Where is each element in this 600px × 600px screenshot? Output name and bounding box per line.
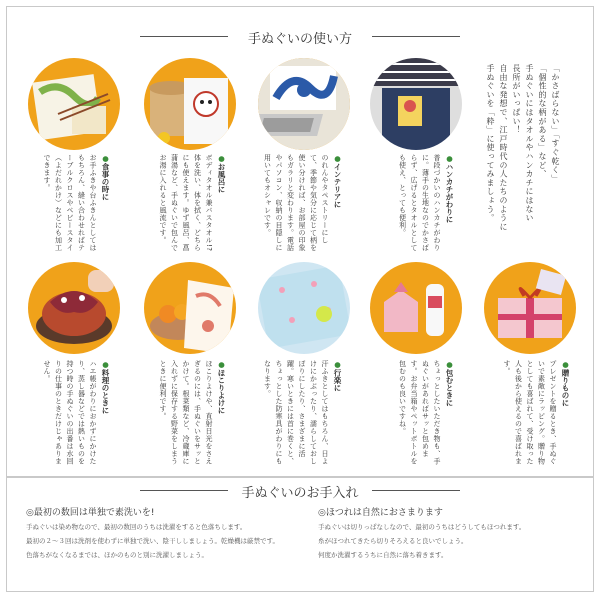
outing-photo <box>258 262 350 354</box>
intro-line: 長所がいっぱい！ <box>512 64 521 135</box>
care-line: 糸がほつれてきたら切りそろえると良いでしょう。 <box>318 537 468 545</box>
use-heading-handkerchief: ●ハンカチがわりに <box>445 154 454 223</box>
intro-line: 自由な発想で、江戸時代の人たちのように <box>499 64 508 232</box>
use-heading-cooking: ●料理のときに <box>101 360 110 414</box>
use-body-dust: ほこりよけや、直射日光をさえぎるのには、手ぬぐいをサッとかけて。根菜類など、冷蔵庫に入れずに保存する野菜をしまうときに便利です。 <box>159 360 213 465</box>
intro-line: 手ぬぐいにはタオルやハンカチにはない <box>525 64 534 223</box>
double-circle-icon: ◎ <box>26 508 34 518</box>
use-body-cooking: ハエ帳がわりにおかずにかけたり、蒸し器などでは熱いものを持つ時の手ぬぐいの出番は水回りの仕事のときだけじゃありません。 <box>43 360 97 465</box>
cooking-photo <box>28 262 120 354</box>
use-heading-bath: ●お風呂に <box>217 154 226 193</box>
use-heading-meal: ●食事の時に <box>101 154 110 201</box>
leaf-icon: ● <box>445 154 454 163</box>
intro-line: 「かさばらない」「すぐ乾く」 <box>551 64 560 184</box>
care-line: 何度か洗濯するうちに自然に落ち着きます。 <box>318 551 448 559</box>
use-body-handkerchief: 普段づかいのハンカチがわりに。薄手の生地なのでかさばらず、広げるとタオルとしても使え、とっても便利。 <box>398 154 441 252</box>
care-line: 手ぬぐいは切りっぱなしなので、最初のうちはどうしてもほつれます。 <box>318 523 526 531</box>
use-body-bath: ボディタオル兼バスタオル!?体を洗い、体を拭く、どちらにも使えます。ゆず風呂、菖蒲湯など、手ぬぐいで包んでお湯に入れると風流です。 <box>159 154 213 252</box>
meal-photo <box>28 58 120 150</box>
care-line: 手ぬぐいは染め物なので、最初の数回のうちは洗濯をすると色落ちします。 <box>26 523 247 531</box>
title-rule-right <box>372 490 460 491</box>
title-rule-right <box>372 36 460 37</box>
gift-photo <box>484 262 576 354</box>
use-heading-wrapping: ●包むときに <box>445 360 454 407</box>
intro-line: 手ぬぐいを「粋」に使ってみましょう。 <box>486 64 495 223</box>
intro-text <box>484 64 562 264</box>
care-line: 色落ちがなくなるまでは、ほかのものと別に洗濯しましょう。 <box>26 551 208 559</box>
title-rule-left <box>140 36 228 37</box>
handkerchief-photo <box>370 58 462 150</box>
leaf-icon: ● <box>445 360 454 369</box>
bath-photo <box>144 58 236 150</box>
usage-title <box>0 28 600 47</box>
care-title-text: 手ぬぐいのお手入れ <box>241 486 359 501</box>
use-heading-gift: ●贈りものに <box>561 360 570 407</box>
use-heading-dust: ●ほこりよけに <box>217 360 226 414</box>
use-body-outing: 汗ふきとしてはもちろん、日よけにかぶったり、濡らしておしぼりにしたり、さまざまに活躍。寒いときには首に巻くと、ちょっとした防寒具がわりにもなります。 <box>263 360 329 465</box>
leaf-icon: ● <box>217 360 226 369</box>
use-heading-outing: ●行楽に <box>333 360 342 392</box>
leaf-icon: ● <box>561 360 570 369</box>
use-heading-interior: ●インテリアに <box>333 154 342 208</box>
use-body-meal: お手ふきや台ふきんとしてはもちろん、縫い合わせればテーブルクロスやベビースタイ（よだれかけ）などにも加工できます。 <box>43 154 97 252</box>
care-line: 最初の２～３回は洗剤を使わずに単独で洗い、陰干ししましょう。乾燥機は厳禁です。 <box>26 537 279 545</box>
leaf-icon: ● <box>101 360 110 369</box>
wrapping-photo <box>370 262 462 354</box>
leaf-icon: ● <box>333 154 342 163</box>
double-circle-icon: ◎ <box>318 508 326 518</box>
title-rule-left <box>140 490 228 491</box>
leaf-icon: ● <box>333 360 342 369</box>
interior-photo <box>258 58 350 150</box>
care-title <box>0 482 600 501</box>
care-left-text <box>26 520 296 562</box>
use-body-gift: プレゼントを贈るとき、手ぬぐいで素敵にラッピング。贈り物としても喜ばれて、受け取った人も後から使えるので喜ばれます。 <box>503 360 557 465</box>
care-right-text <box>318 520 580 562</box>
use-body-wrapping: ちょっとしたいただき物も、手ぬぐいがあればサッと包めます。お弁当箱やペットボトルを包むのも良いですね。 <box>398 360 441 465</box>
intro-line: 「個性的な柄がある」など、 <box>538 64 547 179</box>
leaf-icon: ● <box>217 154 226 163</box>
usage-title-text: 手ぬぐいの使い方 <box>247 32 352 47</box>
use-body-interior: のれんやタペストリーにして、季節や気分に応じて柄を使い分ければ、お部屋の印象もガラリと変わります。電話やパソコン、収納の目隠しに用いてもオシャレです。 <box>263 154 329 252</box>
care-left-heading: ◎最初の数回は単独で素洗いを! <box>26 508 155 518</box>
dust-cover-photo <box>144 262 236 354</box>
leaf-icon: ● <box>101 154 110 163</box>
care-right-heading: ◎ほつれは自然におさまります <box>318 508 443 518</box>
